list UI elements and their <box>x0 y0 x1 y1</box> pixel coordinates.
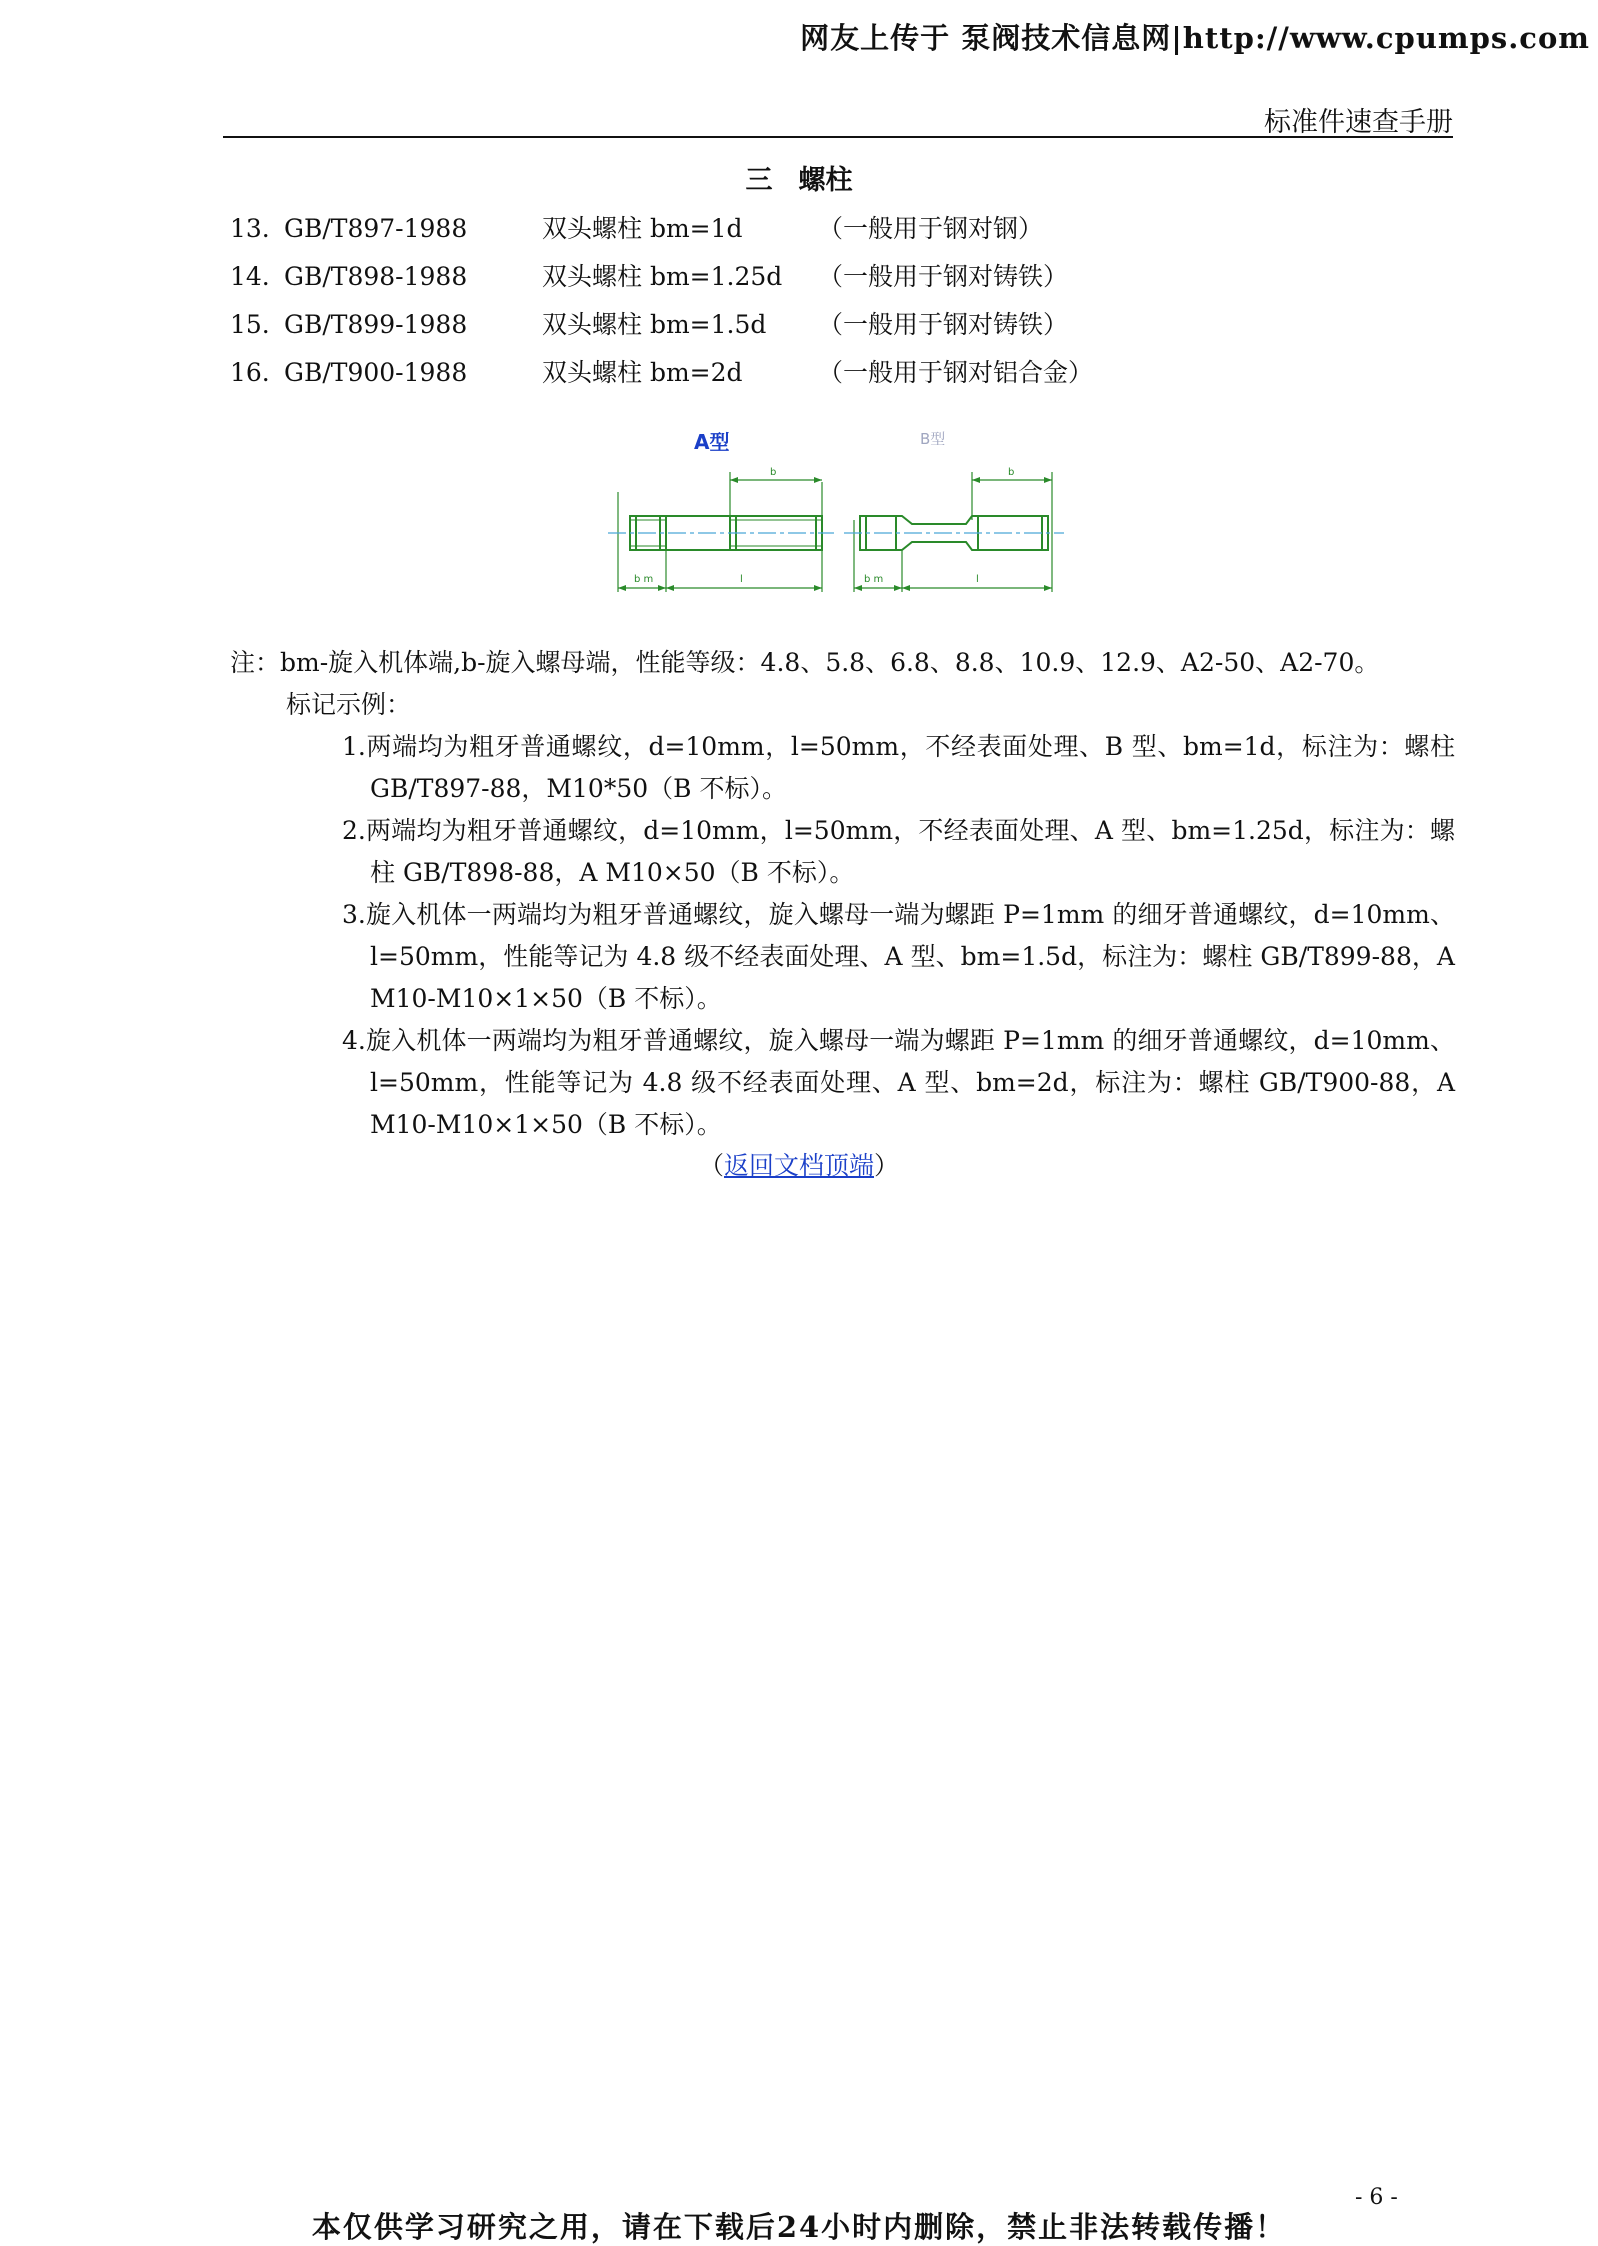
notes-section <box>230 642 1455 1146</box>
standard-name: 双头螺柱 bm=1.25d <box>542 262 783 291</box>
standard-name: 双头螺柱 bm=1d <box>542 214 743 243</box>
type-b-stud <box>854 472 1052 592</box>
standard-number: 13. <box>230 214 270 243</box>
svg-text:b m: b m <box>634 574 654 585</box>
type-a-label: A型 <box>694 430 730 454</box>
header-rule <box>223 136 1453 138</box>
page-number: - 6 - <box>1355 2185 1398 2210</box>
running-head: 标准件速查手册 <box>1264 107 1453 138</box>
type-b-dimension-marks <box>864 467 1014 585</box>
marking-example: 2.两端均为粗牙普通螺纹，d=10mm，l=50mm，不经表面处理、A 型、bm=1.25d，标注为：螺柱 GB/T898-88，A M10×50（B 不标）。 <box>342 816 1455 887</box>
marking-example: 4.旋入机体一两端均为粗牙普通螺纹，旋入螺母一端为螺距 P=1mm 的细牙普通螺纹，d=10mm、l=50mm，性能等记为 4.8 级不经表面处理、A 型、bm=2d，标注为：螺柱 GB/T900-88，A M10-M10×1×50（B 不标）。 <box>342 1026 1455 1139</box>
stud-drawing-figure <box>600 420 1100 610</box>
marking-example: 1.两端均为粗牙普通螺纹，d=10mm，l=50mm，不经表面处理、B 型、bm=1d，标注为：螺柱 GB/T897-88，M10*50（B 不标）。 <box>342 732 1455 803</box>
standard-code: GB/T898-1988 <box>284 262 468 291</box>
standard-usage: （一般用于钢对铸铁） <box>818 310 1069 339</box>
type-b-label: B型 <box>920 430 946 448</box>
type-a-dimension-marks <box>634 467 776 585</box>
section-title-text: 螺柱 <box>798 165 853 196</box>
section-number: 三 <box>745 165 773 196</box>
standard-number: 16. <box>230 358 270 387</box>
marking-example: 3.旋入机体一两端均为粗牙普通螺纹，旋入螺母一端为螺距 P=1mm 的细牙普通螺纹，d=10mm、l=50mm，性能等记为 4.8 级不经表面处理、A 型、bm=1.5d，标注为：螺柱 GB/T899-88，A M10-M10×1×50（B 不标）。 <box>342 900 1455 1013</box>
back-to-top <box>0 1146 1598 1182</box>
stud-drawing <box>600 420 1100 610</box>
examples-heading: 标记示例： <box>286 690 412 719</box>
notes-intro: 注：bm-旋入机体端,b-旋入螺母端，性能等级：4.8、5.8、6.8、8.8、10.9、12.9、A2-50、A2-70。 <box>230 648 1380 677</box>
svg-text:l: l <box>976 574 979 585</box>
svg-text:l: l <box>740 574 743 585</box>
standard-usage: （一般用于钢对铸铁） <box>818 262 1069 291</box>
standard-code: GB/T900-1988 <box>284 358 468 387</box>
back-link-close-paren: ） <box>874 1151 900 1180</box>
svg-text:b: b <box>770 467 777 478</box>
standard-code: GB/T899-1988 <box>284 310 468 339</box>
standard-usage: （一般用于钢对铝合金） <box>818 358 1094 387</box>
standard-number: 15. <box>230 310 270 339</box>
svg-text:b m: b m <box>864 574 884 585</box>
top-watermark: 网友上传于 泵阀技术信息网|http://www.cpumps.com <box>800 21 1590 55</box>
section-title <box>0 158 1598 197</box>
standard-usage: （一般用于钢对钢） <box>818 214 1044 243</box>
svg-text:b: b <box>1008 467 1015 478</box>
bottom-watermark: 本仅供学习研究之用，请在下载后24小时内删除，禁止非法转载传播！ <box>311 2210 1287 2244</box>
standard-code: GB/T897-1988 <box>284 214 468 243</box>
standard-name: 双头螺柱 bm=1.5d <box>542 310 767 339</box>
standard-name: 双头螺柱 bm=2d <box>542 358 743 387</box>
standard-number: 14. <box>230 262 270 291</box>
back-to-top-link[interactable]: 返回文档顶端 <box>723 1151 874 1180</box>
back-link-open-paren: （ <box>698 1151 724 1180</box>
